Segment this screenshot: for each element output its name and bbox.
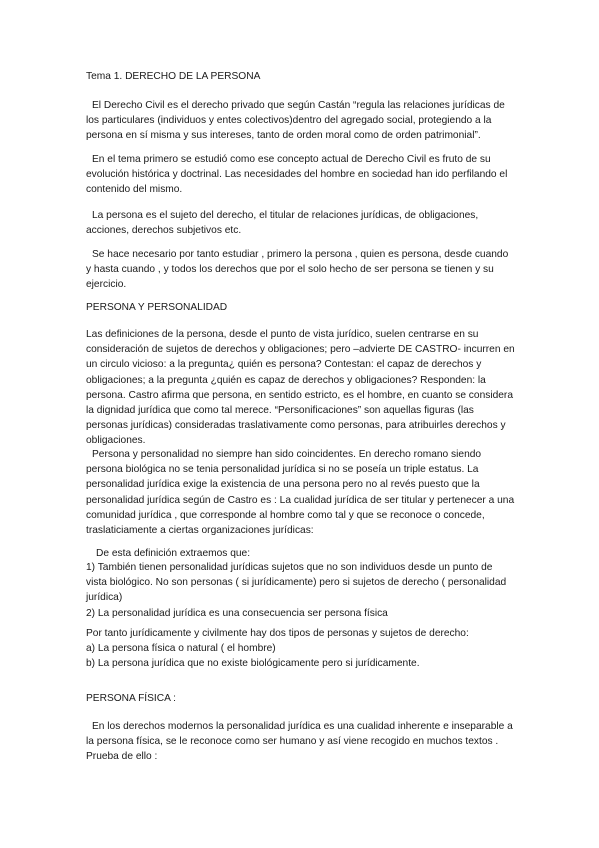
definicion-list — [86, 560, 516, 621]
list-item: a) La persona física o natural ( el hombre) — [86, 643, 276, 654]
document-title: Tema 1. DERECHO DE LA PERSONA — [86, 71, 261, 82]
paragraph-definiciones: Las definiciones de la persona, desde el punto de vista jurídico, suelen centrarse en su consideración de sujetos de derechos y obligaciones; pero –advierte DE CASTRO- incurren en un circulo vicioso: a la pregunta¿ quién es persona? Contestan: el capaz de derechos y obligaciones; a la pregunta ¿quién es capaz de derechos y obligaciones? Responden: la persona. Castro afirma que persona, en sentido estricto, es el hombre, en cuanto se considera la dignidad jurídica que como tal merece. “Personificaciones” son aquellas figuras (las personas jurídicas) consideradas traslativamente como personas, para atribuirles derechos y obligaciones. — [86, 329, 515, 447]
paragraph-no-coincidentes: Persona y personalidad no siempre han sido coincidentes. En derecho romano siendo persona biológica no se tenia personalidad jurídica si no se poseía un triple estatus. La personalidad jurídica exige la existencia de una persona pero no al revés puesto que la personalidad jurídica según de Castro es : La cualidad jurídica de ser titular y pertenecer a una comunidad jurídica , que corresponde al hombre como tal y que se reconoce o concede, traslaticiamente a ciertas organizaciones jurídicas: — [86, 449, 515, 537]
list-item: 1) También tienen personalidad jurídicas sujetos que no son individuos desde un punto de vista biológico. No son personas ( si jurídicamente) pero si sujetos de derecho ( personalidad jurídica) — [86, 562, 507, 604]
definicion-intro: De esta definición extraemos que: — [96, 548, 251, 559]
list-item: 2) La personalidad jurídica es una consecuencia ser persona física — [86, 607, 388, 619]
paragraph-tema-primero: En el tema primero se estudió como ese concepto actual de Derecho Civil es fruto de su evolución histórica y doctrinal. Las necesidades del hombre en sociedad han ido perfilando el contenido del mismo. — [86, 154, 508, 196]
heading-persona-personalidad: PERSONA Y PERSONALIDAD — [86, 302, 228, 313]
paragraph-persona-fisica: En los derechos modernos la personalidad jurídica es una cualidad inherente e inseparable a la persona física, se le reconoce como ser humano y así viene recogido en muchos textos . Prueba de ello : — [86, 721, 513, 763]
paragraph-derecho-civil: El Derecho Civil es el derecho privado que según Castán “regula las relaciones jurídicas de los particulares (individuos y entes colectivos)dentro del agregado social, protegiendo a la persona en sí misma y sus intereses, tanto de orden moral como de orden patrimonial”. — [86, 100, 505, 142]
paragraph-estudiar-persona: Se hace necesario por tanto estudiar , primero la persona , quien es persona, desde cuando y hasta cuando , y todos los derechos que por el solo hecho de ser persona se tienen y su ejercicio. — [86, 249, 509, 291]
tipos-list — [86, 641, 516, 671]
paragraph-sujeto-derecho: La persona es el sujeto del derecho, el titular de relaciones jurídicas, de obligaciones, acciones, derechos subjetivos etc. — [86, 210, 479, 237]
tipos-intro: Por tanto jurídicamente y civilmente hay dos tipos de personas y sujetos de derecho: — [86, 628, 469, 639]
heading-persona-fisica: PERSONA FÍSICA : — [86, 693, 177, 704]
list-item: b) La persona jurídica que no existe biológicamente pero si jurídicamente. — [86, 658, 420, 670]
